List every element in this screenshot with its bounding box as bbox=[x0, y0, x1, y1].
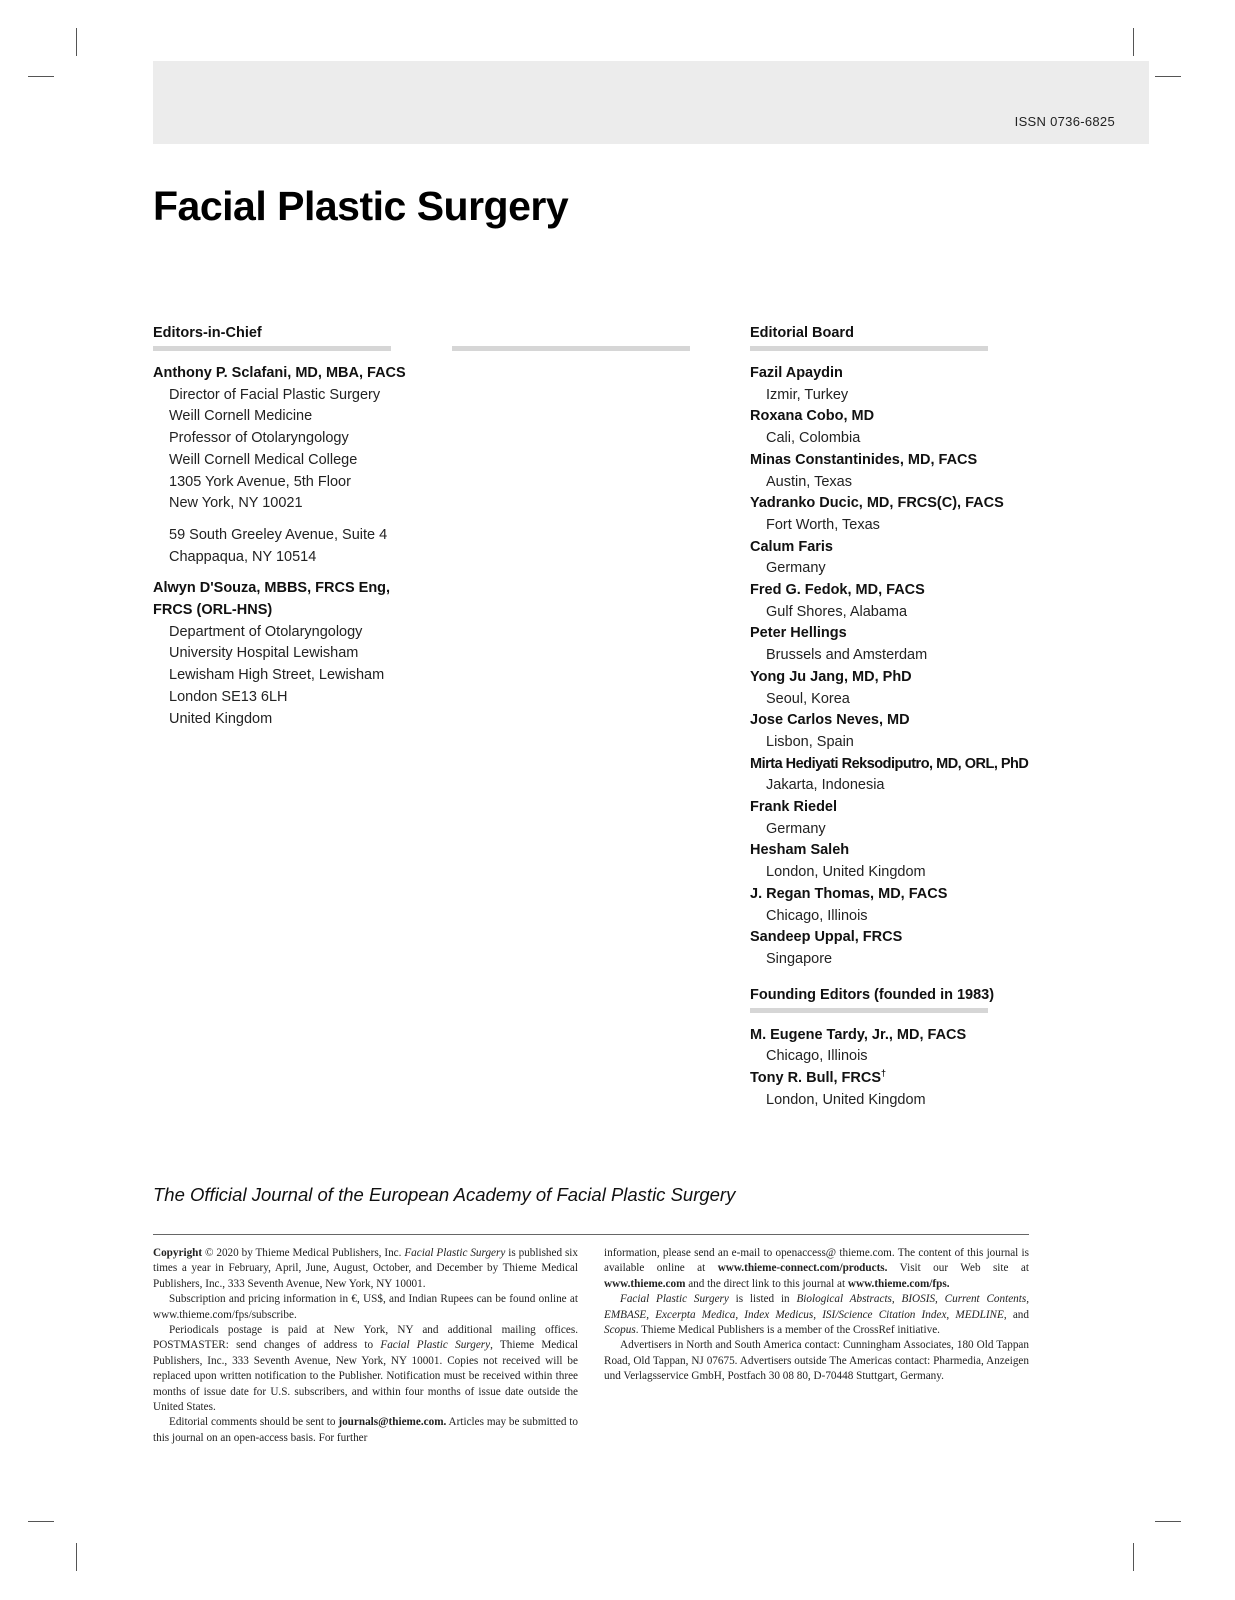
board-member-name: Fazil Apaydin bbox=[750, 365, 843, 381]
board-member-name: Sandeep Uppal, FRCS bbox=[750, 929, 903, 946]
founding-editor-location: Chicago, Illinois bbox=[766, 1048, 868, 1065]
editor-name: Alwyn D'Souza, MBBS, FRCS Eng, bbox=[153, 580, 391, 597]
editorial-comments-paragraph bbox=[153, 1415, 578, 1446]
footer-right-column bbox=[604, 1246, 1029, 1385]
advertisers-paragraph: Advertisers in North and South America contact: Cunningham Associates, 180 Old Tappan Road, Old Tappan, NJ 07675. Advertisers outside The Americas contact: Pharmedia, Anzeigen und Verlagsservice GmbH, Postfach 30 08 80, D-70448 Stuttgart, Germany. bbox=[604, 1339, 1029, 1383]
affiliation-line: 1305 York Avenue, 5th Floor bbox=[169, 473, 351, 490]
board-member-location: Germany bbox=[766, 560, 826, 577]
header-band bbox=[153, 61, 1149, 144]
board-member-name: Yong Ju Jang, MD, PhD bbox=[750, 668, 912, 685]
copyright-label: Copyright bbox=[153, 1247, 203, 1259]
board-member-name: J. Regan Thomas, MD, FACS bbox=[750, 885, 948, 902]
board-member-location: Lisbon, Spain bbox=[766, 733, 854, 750]
footer-rule bbox=[153, 1234, 1029, 1235]
text-run: , Thieme Medical Publishers, Inc., 333 Seventh Avenue, New York, NY 10001. Copies not received will be replaced upon written notification to the Publisher. Notification must be received within three months of issue date for U.S. subscribers, and within four months of issue date outside the United States. bbox=[153, 1339, 578, 1414]
board-member-location: Izmir, Turkey bbox=[766, 386, 849, 403]
index-list-italic: Biological Abstracts, BIOSIS, Current Contents, EMBASE, Excerpta Medica, Index Medicus, ISI/Science Citation Index, MEDLINE bbox=[604, 1293, 1030, 1321]
affiliation-line: United Kingdom bbox=[169, 710, 273, 727]
editor-name-cont: FRCS (ORL-HNS) bbox=[153, 602, 273, 619]
crop-mark bbox=[1155, 76, 1181, 77]
editorial-board-section bbox=[750, 323, 1130, 1112]
open-access-paragraph bbox=[604, 1246, 1029, 1292]
section-rule bbox=[153, 346, 391, 351]
affiliation-line: 59 South Greeley Avenue, Suite 4 bbox=[169, 526, 388, 543]
crop-mark bbox=[28, 76, 54, 77]
section-rule bbox=[452, 346, 690, 351]
affiliation-line: Chappaqua, NY 10514 bbox=[169, 548, 317, 565]
section-rule bbox=[750, 1008, 988, 1013]
affiliation-line: Professor of Otolaryngology bbox=[169, 430, 349, 447]
board-member-location: Seoul, Korea bbox=[766, 690, 850, 707]
text-run: . Thieme Medical Publishers is a member of the CrossRef initiative. bbox=[635, 1324, 940, 1337]
thieme-connect-link[interactable]: www.thieme-connect.com/products. bbox=[717, 1262, 888, 1275]
board-member-name: Yadranko Ducic, MD, FRCS(C), FACS bbox=[750, 495, 1004, 512]
scopus-italic: Scopus bbox=[604, 1324, 636, 1337]
text-run: , and bbox=[1003, 1308, 1029, 1321]
affiliation-line: Weill Cornell Medical College bbox=[169, 451, 358, 468]
crop-mark bbox=[1133, 28, 1134, 56]
text-run: Visit our Web site at bbox=[887, 1262, 1029, 1275]
board-member-name: Mirta Hediyati Reksodiputro, MD, ORL, PhD bbox=[750, 755, 1029, 772]
board-member-location: Germany bbox=[766, 820, 826, 837]
text-run: is published six times a year in February, April, June, August, October, and December by Thieme Medical Publishers, Inc., 333 Seventh Avenue, New York, NY 10001. bbox=[153, 1247, 579, 1290]
thieme-website-link[interactable]: www.thieme.com bbox=[604, 1277, 686, 1290]
journal-name-italic: Facial Plastic Surgery bbox=[380, 1339, 491, 1352]
indexing-paragraph bbox=[604, 1292, 1029, 1338]
text-run: and the direct link to this journal at bbox=[685, 1277, 848, 1290]
board-member-name: Peter Hellings bbox=[750, 625, 847, 642]
affiliation-line: Weill Cornell Medicine bbox=[169, 408, 313, 425]
board-member-location: Cali, Colombia bbox=[766, 430, 861, 447]
editors-in-chief-section bbox=[153, 323, 413, 730]
text-run: © 2020 by Thieme Medical Publishers, Inc. bbox=[202, 1247, 405, 1259]
crop-mark bbox=[76, 1543, 77, 1571]
section-rule bbox=[750, 346, 988, 351]
affiliation-line: Director of Facial Plastic Surgery bbox=[169, 386, 381, 403]
board-member-location: London, United Kingdom bbox=[766, 864, 926, 881]
board-member-location: Austin, Texas bbox=[766, 473, 852, 490]
affiliation-line: Department of Otolaryngology bbox=[169, 623, 363, 640]
copyright-paragraph bbox=[153, 1246, 578, 1292]
journal-direct-link[interactable]: www.thieme.com/fps. bbox=[847, 1277, 950, 1290]
board-member-list bbox=[750, 363, 1130, 971]
crop-mark bbox=[28, 1521, 54, 1522]
board-member-name: Calum Faris bbox=[750, 538, 833, 555]
affiliation-line: London SE13 6LH bbox=[169, 688, 288, 705]
issn: ISSN 0736-6825 bbox=[1014, 114, 1115, 129]
text-run: is listed in bbox=[728, 1293, 797, 1306]
text-run: Editorial comments should be sent to bbox=[169, 1416, 339, 1429]
journals-email-link[interactable]: journals@thieme.com. bbox=[338, 1416, 447, 1429]
postage-paragraph bbox=[153, 1323, 578, 1415]
affiliation-line: New York, NY 10021 bbox=[169, 495, 303, 512]
section-heading: Editorial Board bbox=[750, 325, 854, 341]
founding-editor-name bbox=[750, 1068, 1130, 1090]
affiliation-line: University Hospital Lewisham bbox=[169, 645, 359, 662]
text-run: information, please send an e-mail to openaccess@ thieme.com. The content of this journal is available online at bbox=[604, 1247, 1029, 1275]
dagger-mark: † bbox=[881, 1068, 887, 1079]
board-member-name: Frank Riedel bbox=[750, 799, 838, 816]
section-heading: Founding Editors (founded in 1983) bbox=[750, 986, 995, 1003]
text-run: Articles may be submitted to this journal on an open-access basis. For further bbox=[153, 1416, 579, 1444]
board-member-name: Hesham Saleh bbox=[750, 842, 850, 859]
board-member-location: Fort Worth, Texas bbox=[766, 516, 880, 533]
founding-editor-name: M. Eugene Tardy, Jr., MD, FACS bbox=[750, 1026, 967, 1043]
board-member-location: Chicago, Illinois bbox=[766, 907, 868, 924]
board-member-name: Roxana Cobo, MD bbox=[750, 408, 875, 425]
crop-mark bbox=[76, 28, 77, 56]
board-member-location: Brussels and Amsterdam bbox=[766, 647, 928, 664]
board-member-name: Fred G. Fedok, MD, FACS bbox=[750, 582, 925, 599]
board-member-location: Singapore bbox=[766, 950, 833, 967]
board-member-location: Gulf Shores, Alabama bbox=[766, 603, 908, 620]
journal-tagline: The Official Journal of the European Academy of Facial Plastic Surgery bbox=[153, 1184, 736, 1205]
editor-name: Anthony P. Sclafani, MD, MBA, FACS bbox=[153, 365, 406, 381]
journal-name-italic: Facial Plastic Surgery bbox=[404, 1247, 506, 1259]
journal-name-italic: Facial Plastic Surgery bbox=[620, 1293, 729, 1306]
subscription-paragraph: Subscription and pricing information in €, US$, and Indian Rupees can be found online at www.thieme.com/fps/subscribe. bbox=[153, 1293, 578, 1321]
footer-left-column bbox=[153, 1246, 578, 1446]
journal-title: Facial Plastic Surgery bbox=[153, 183, 569, 229]
crop-mark bbox=[1133, 1543, 1134, 1571]
text-run: Periodicals postage is paid at New York, NY and additional mailing offices. POSTMASTER: send changes of address to bbox=[153, 1324, 578, 1352]
section-heading: Editors-in-Chief bbox=[153, 325, 262, 341]
affiliation-line: Lewisham High Street, Lewisham bbox=[169, 667, 385, 684]
board-member-location: Jakarta, Indonesia bbox=[766, 777, 885, 794]
name-text: Tony R. Bull, FRCS bbox=[750, 1070, 882, 1087]
board-member-name: Jose Carlos Neves, MD bbox=[750, 712, 910, 729]
crop-mark bbox=[1155, 1521, 1181, 1522]
founding-editor-location: London, United Kingdom bbox=[766, 1091, 926, 1108]
board-member-name: Minas Constantinides, MD, FACS bbox=[750, 451, 978, 468]
